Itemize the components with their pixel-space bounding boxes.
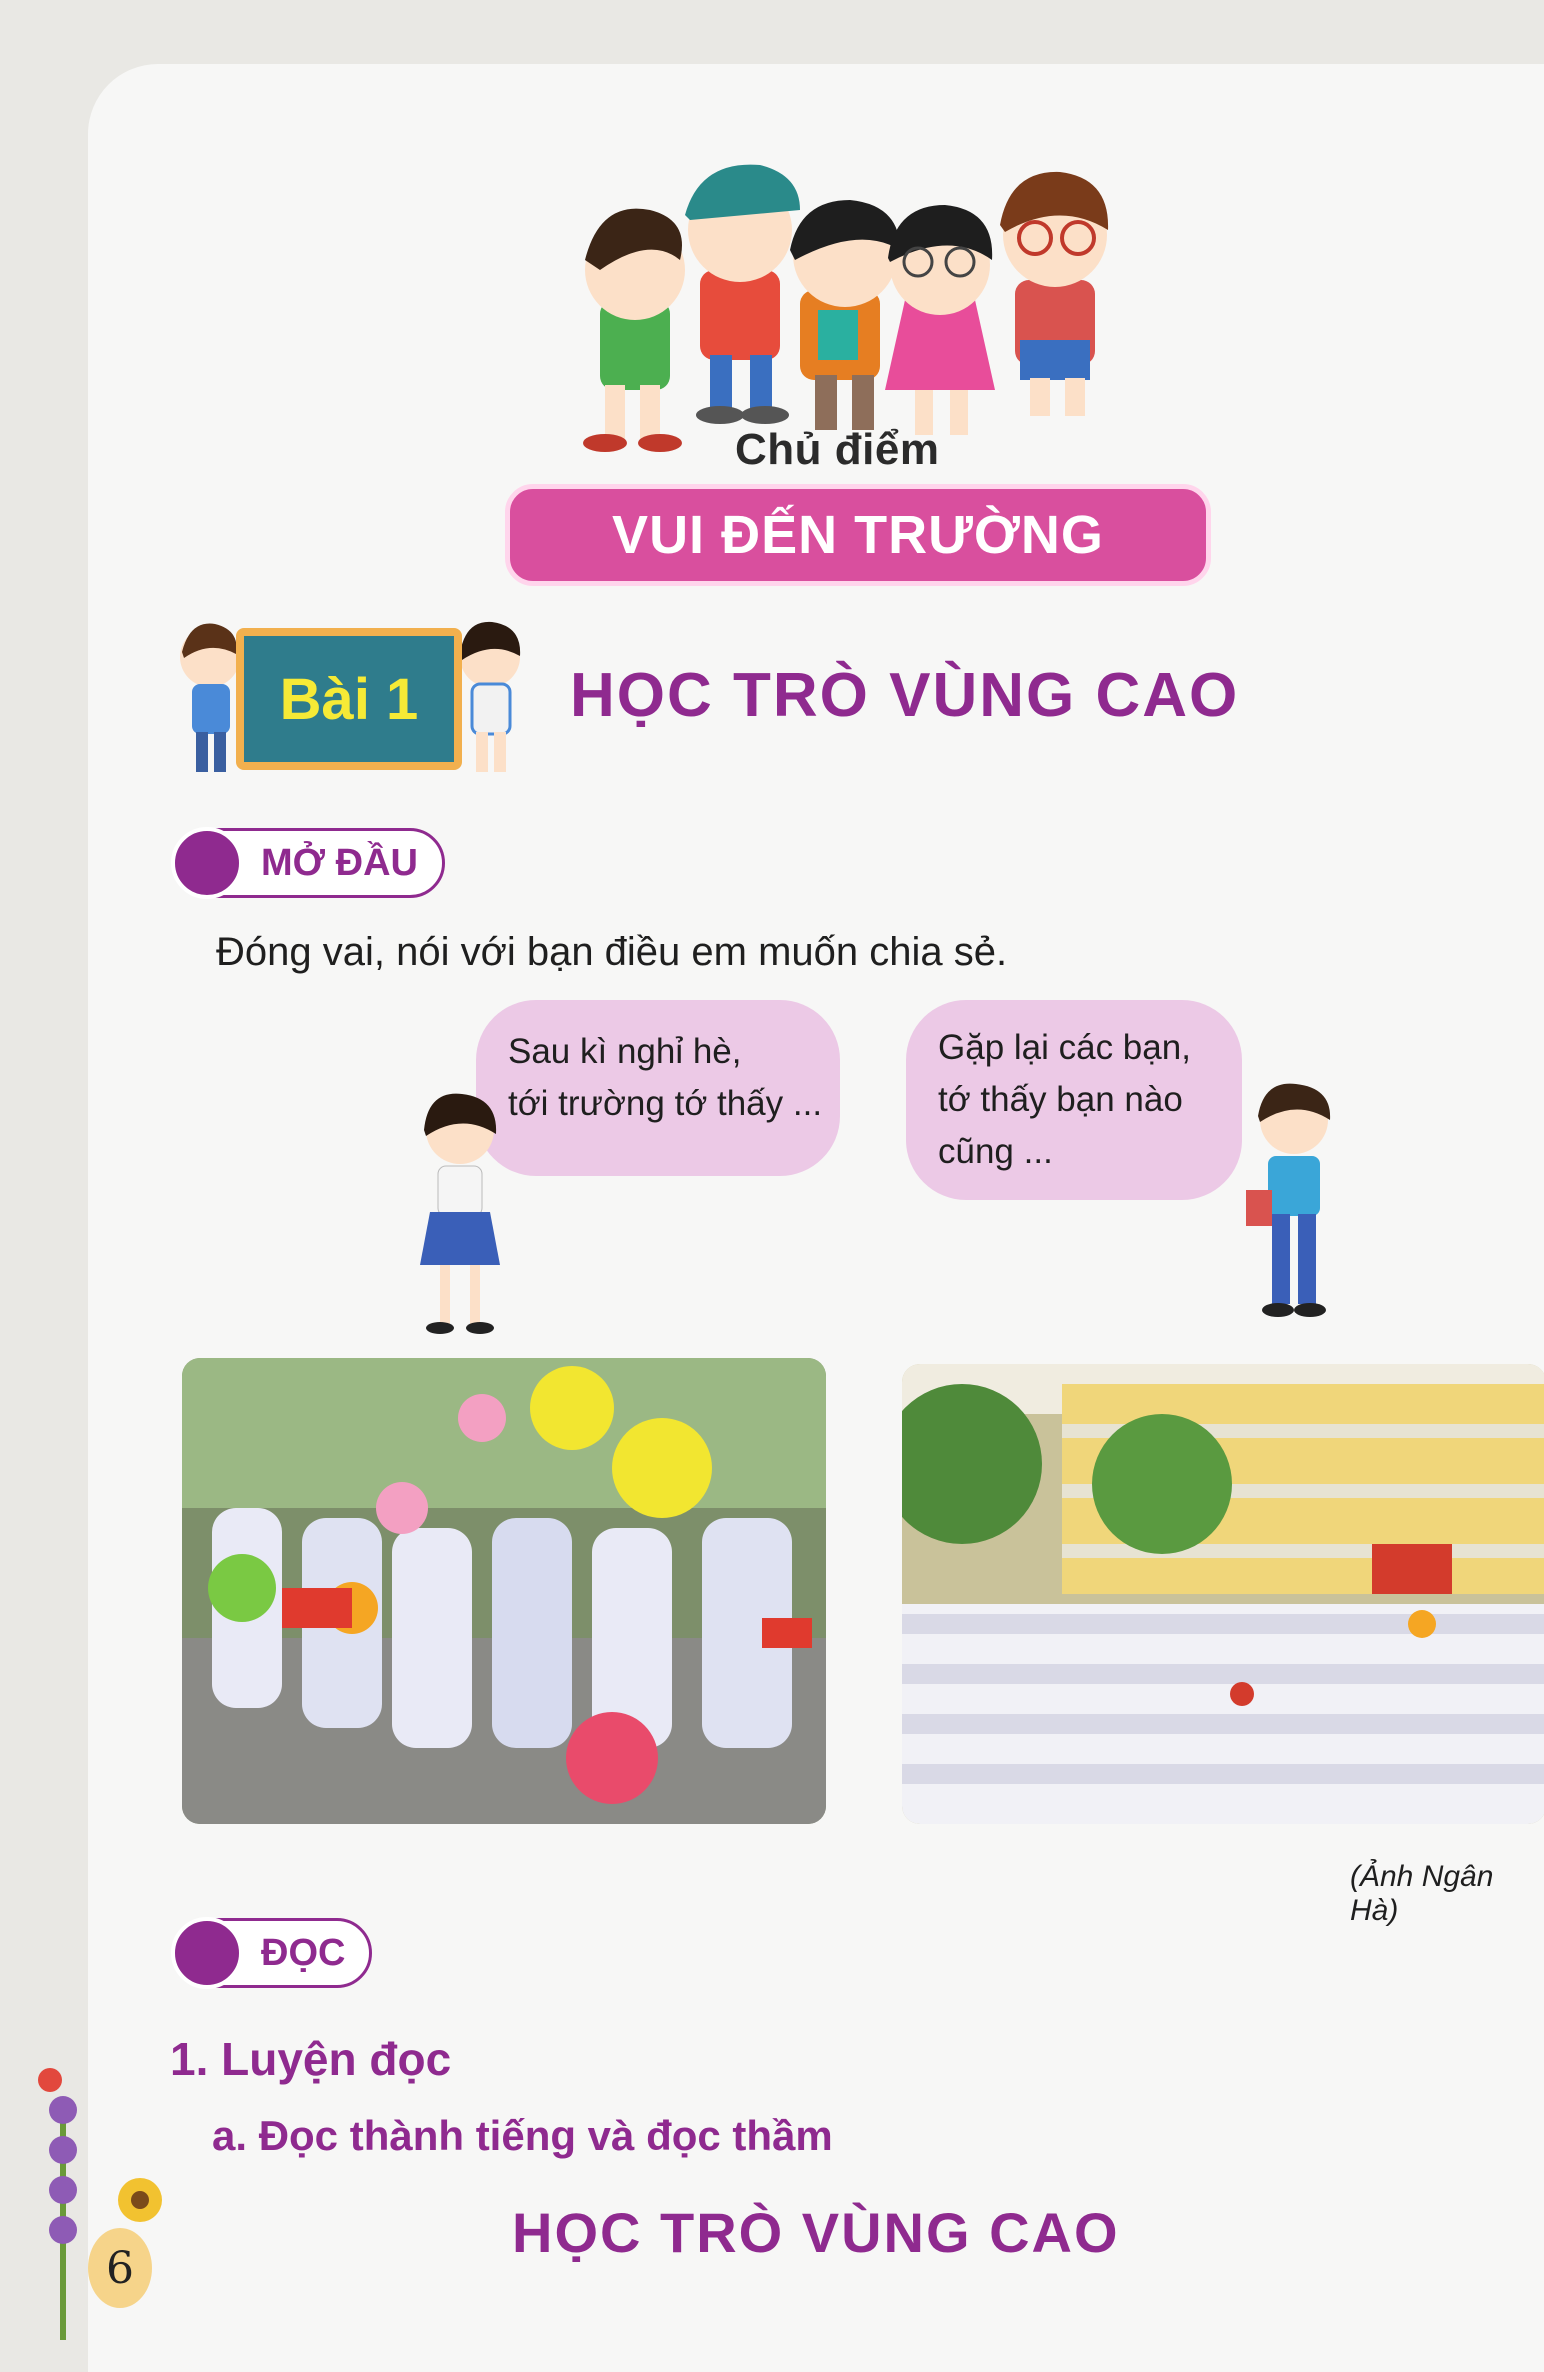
intro-section-pill xyxy=(172,828,445,898)
speech-bubble-right xyxy=(906,1000,1242,1200)
child-2 xyxy=(685,165,800,424)
board-girl xyxy=(460,622,520,772)
reading-item-1a: a. Đọc thành tiếng và đọc thầm xyxy=(212,2112,833,2159)
bubble-left-line2: tới trường tớ thấy ... xyxy=(508,1084,823,1123)
photo-schoolyard-ceremony xyxy=(902,1364,1544,1824)
reading-item-1: 1. Luyện đọc xyxy=(170,2033,452,2085)
bubble-right-line3: cũng ... xyxy=(938,1132,1053,1171)
photo-caption: (Ảnh Ngân Hà) xyxy=(1350,1860,1494,1927)
reading-section-label: ĐỌC xyxy=(261,1931,346,1974)
topic-label: Chủ điểm xyxy=(735,425,940,474)
reading-section-pill xyxy=(172,1918,372,1988)
bubble-right-line1: Gặp lại các bạn, xyxy=(938,1028,1191,1067)
bubble-right-line2: tớ thấy bạn nào xyxy=(938,1080,1183,1119)
lesson-badge-text: Bài 1 xyxy=(279,666,419,732)
intro-section-label: MỞ ĐẦU xyxy=(261,841,418,884)
speech-bubble-left xyxy=(476,1000,840,1176)
lesson-title: HỌC TRÒ VÙNG CAO xyxy=(570,661,1240,730)
child-4 xyxy=(885,205,995,435)
topic-banner xyxy=(505,484,1211,586)
child-5 xyxy=(1000,172,1108,416)
intro-instruction: Đóng vai, nói với bạn điều em muốn chia sẻ. xyxy=(216,930,1008,974)
topic-banner-text: VUI ĐẾN TRƯỜNG xyxy=(612,505,1104,565)
bubble-left-line1: Sau kì nghỉ hè, xyxy=(508,1032,742,1071)
girl-character xyxy=(400,1090,510,1340)
boy-character xyxy=(1236,1080,1346,1330)
people-icon xyxy=(171,827,243,899)
reader-icon xyxy=(171,1917,243,1989)
flower-decoration xyxy=(20,2060,220,2360)
reading-text-title: HỌC TRÒ VÙNG CAO xyxy=(512,2201,1120,2264)
board-boy xyxy=(180,624,240,772)
page-number: 6 xyxy=(88,2228,152,2308)
child-1 xyxy=(583,209,685,452)
child-3 xyxy=(790,200,900,430)
children-illustration xyxy=(0,0,1544,470)
lesson-badge xyxy=(236,628,462,770)
photo-students-balloons xyxy=(182,1358,826,1824)
